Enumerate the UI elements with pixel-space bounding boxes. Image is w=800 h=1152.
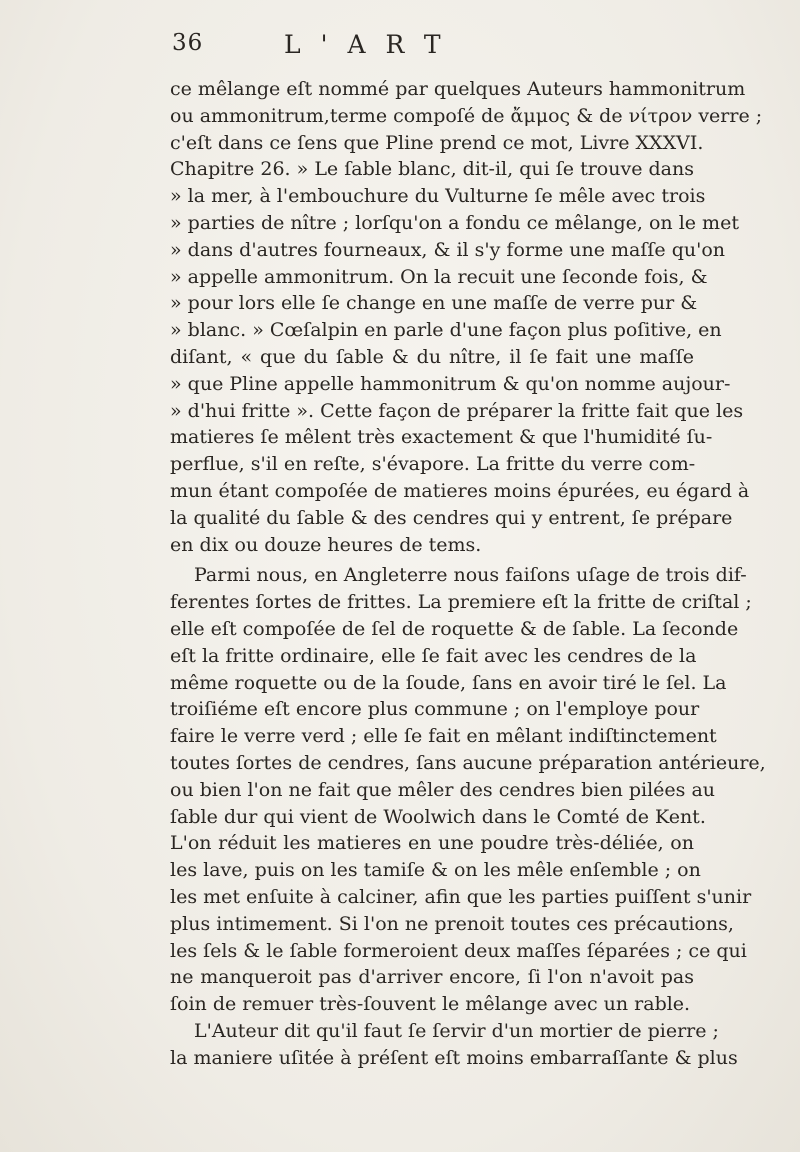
text-line: ſable dur qui vient de Woolwich dans le Comté de Kent. <box>170 805 706 828</box>
page-header <box>172 30 692 64</box>
paragraph-1 <box>170 76 763 558</box>
text-line: eſt la fritte ordinaire, elle ſe fait avec les cendres de la <box>170 644 697 667</box>
text-line: mun étant compoſée de matieres moins épurées, eu égard à <box>170 479 750 502</box>
text-line: » parties de nître ; lorſqu'on a fondu ce mêlange, on le met <box>170 211 739 234</box>
text-line: ce mêlange eſt nommé par quelques Auteurs hammonitrum <box>170 78 746 100</box>
text-line: c'eſt dans ce ſens que Pline prend ce mot, Livre XXXVI. <box>170 131 704 154</box>
text-line: diſant, « que du ſable & du nître, il ſe fait une maſſe <box>170 345 694 368</box>
running-title: L'ART <box>284 30 461 59</box>
text-line: matieres ſe mêlent très exactement & que l'humidité ſu- <box>170 426 713 449</box>
text-line: » pour lors elle ſe change en une maſſe de verre pur & <box>170 292 698 315</box>
text-line: » d'hui fritte ». Cette façon de préparer la fritte fait que les <box>170 399 744 422</box>
paragraph-2 <box>170 562 766 1018</box>
text-line: les lave, puis on les tamiſe & on les mêle enſemble ; on <box>170 859 701 882</box>
text-line: faire le verre verd ; elle ſe fait en mêlant indiſtinctement <box>170 725 717 748</box>
text-line: » blanc. » Cœſalpin en parle d'une façon plus poſitive, en <box>170 319 722 342</box>
paragraph-3 <box>170 1018 738 1072</box>
text-line: plus intimement. Si l'on ne prenoit toutes ces précautions, <box>170 912 734 935</box>
text-line: » appelle ammonitrum. On la recuit une ſeconde fois, & <box>170 265 708 288</box>
text-line: ne manqueroit pas d'arriver encore, ſi l'on n'avoit pas <box>170 966 694 989</box>
text-line: la maniere uſitée à préſent eſt moins embarraſſante & plus <box>170 1046 738 1069</box>
text-line: Parmi nous, en Angleterre nous faiſons uſage de trois dif- <box>194 564 747 587</box>
text-line: toutes ſortes de cendres, ſans aucune préparation antérieure, <box>170 751 766 774</box>
text-line: Chapitre 26. » Le ſable blanc, dit-il, qui ſe trouve dans <box>170 158 694 181</box>
text-line: ſoin de remuer très-ſouvent le mêlange avec un rable. <box>170 993 691 1016</box>
text-line: les met enſuite à calciner, afin que les parties puiſſent s'unir <box>170 885 752 908</box>
body-text <box>170 76 766 1071</box>
text-line: L'Auteur dit qu'il faut ſe ſervir d'un mortier de pierre ; <box>194 1019 719 1042</box>
text-line: » la mer, à l'embouchure du Vulturne ſe mêle avec trois <box>170 185 706 208</box>
page-number: 36 <box>172 30 204 56</box>
text-line: ou bien l'on ne fait que mêler des cendres bien pilées au <box>170 778 716 801</box>
text-line: ferentes ſortes de frittes. La premiere eſt la fritte de criſtal ; <box>170 591 752 614</box>
text-line: » que Pline appelle hammonitrum & qu'on nomme aujour- <box>170 372 731 395</box>
text-line: ou ammonitrum,terme compoſé de ἄμμος & de νίτρον verre ; <box>170 104 763 127</box>
text-line: perflue, s'il en reſte, s'évapore. La fritte du verre com- <box>170 453 696 476</box>
text-line: L'on réduit les matieres en une poudre très-déliée, on <box>170 832 694 855</box>
text-line: » dans d'autres fourneaux, & il s'y forme une maſſe qu'on <box>170 238 726 261</box>
text-line: troiſiéme eſt encore plus commune ; on l'employe pour <box>170 698 700 721</box>
text-line: les ſels & le ſable formeroient deux maſſes ſéparées ; ce qui <box>170 939 747 962</box>
text-line: en dix ou douze heures de tems. <box>170 533 482 556</box>
text-line: elle eſt compoſée de ſel de roquette & de ſable. La ſeconde <box>170 617 739 640</box>
text-line: la qualité du ſable & des cendres qui y entrent, ſe prépare <box>170 506 733 529</box>
text-line: même roquette ou de la ſoude, ſans en avoir tiré le ſel. La <box>170 671 727 694</box>
